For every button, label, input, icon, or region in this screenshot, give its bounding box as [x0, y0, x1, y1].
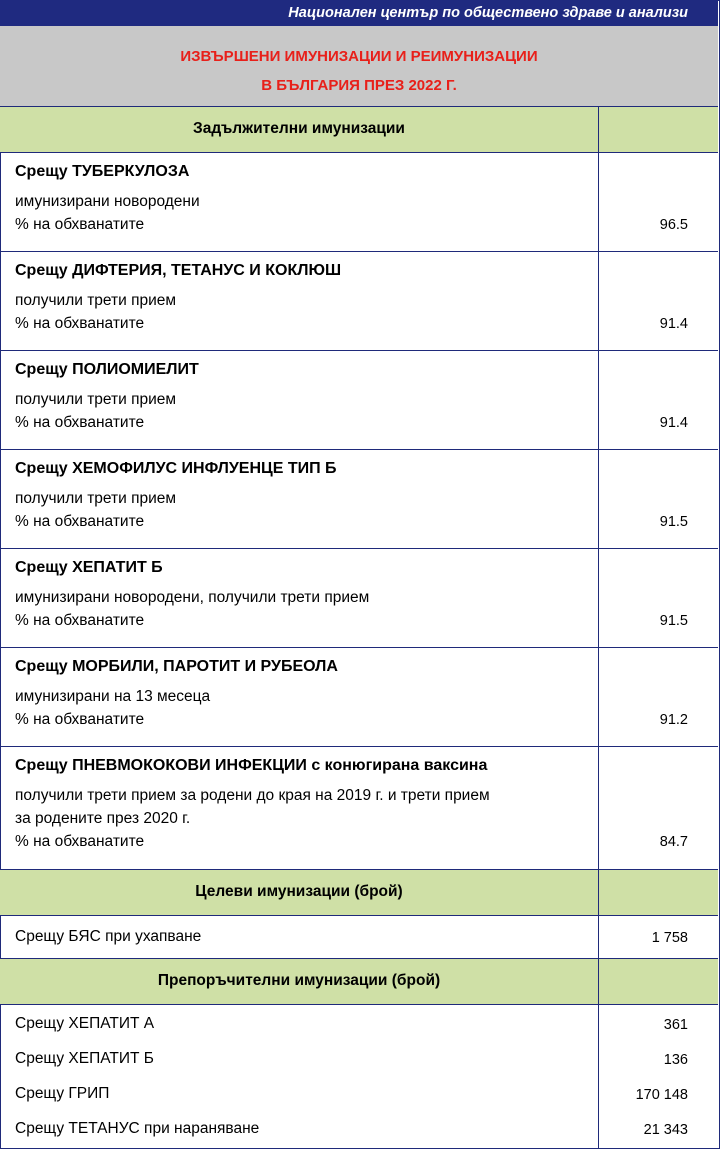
vaccine-unit: % на обхванатите — [15, 711, 145, 728]
table-row — [0, 747, 718, 870]
vaccine-description-continued: за родените през 2020 г. — [15, 810, 191, 827]
vaccine-description: получили трети прием — [15, 292, 177, 309]
count-value: 170 148 — [635, 1087, 688, 1103]
table-row — [0, 252, 718, 351]
vaccine-name: Срещу ТУБЕРКУЛОЗА — [15, 163, 190, 180]
coverage-value: 91.5 — [659, 613, 688, 629]
vaccine-unit: % на обхванатите — [15, 833, 145, 850]
table-row — [0, 351, 718, 450]
vaccine-description: имунизирани новородени — [15, 193, 200, 210]
section-header-mandatory — [0, 107, 718, 153]
section-title: Препоръчителни имунизации (брой) — [157, 972, 441, 989]
coverage-value: 91.4 — [659, 316, 688, 332]
vaccine-description: имунизирани на 13 месеца — [15, 688, 211, 705]
vaccine-name: Срещу БЯС при ухапване — [15, 928, 202, 945]
vaccine-name: Срещу ПНЕВМОКОКОВИ ИНФЕКЦИИ с конюгирана ваксина — [15, 757, 488, 774]
coverage-value: 91.2 — [659, 712, 688, 728]
vaccine-description: получили трети прием — [15, 490, 177, 507]
count-value: 1 758 — [651, 930, 688, 946]
vaccine-unit: % на обхванатите — [15, 612, 145, 629]
coverage-value: 96.5 — [659, 217, 688, 233]
section-title: Задължителни имунизации — [193, 120, 405, 137]
coverage-value: 91.4 — [659, 415, 688, 431]
report-title — [0, 26, 718, 107]
table-row — [0, 549, 718, 648]
coverage-value: 84.7 — [659, 834, 688, 850]
table-row — [0, 916, 718, 959]
vaccine-name: Срещу ХЕМОФИЛУС ИНФЛУЕНЦЕ ТИП Б — [15, 460, 337, 477]
table-row — [0, 450, 718, 549]
vaccine-unit: % на обхванатите — [15, 414, 145, 431]
vaccine-name: Срещу МОРБИЛИ, ПАРОТИТ И РУБЕОЛА — [15, 658, 338, 675]
title-line-1: ИЗВЪРШЕНИ ИМУНИЗАЦИИ И РЕИМУНИЗАЦИИ — [180, 48, 538, 65]
section-title: Целеви имунизации (брой) — [195, 883, 403, 900]
vaccine-name: Срещу ДИФТЕРИЯ, ТЕТАНУС И КОКЛЮШ — [15, 262, 342, 279]
recommended-block — [0, 1005, 718, 1149]
vaccine-name: Срещу ПОЛИОМИЕЛИТ — [15, 361, 199, 378]
vaccine-unit: % на обхванатите — [15, 315, 145, 332]
count-value: 361 — [663, 1017, 688, 1033]
vaccine-unit: % на обхванатите — [15, 216, 145, 233]
title-line-2: В БЪЛГАРИЯ ПРЕЗ 2022 Г. — [261, 77, 457, 94]
vaccine-name: Срещу ТЕТАНУС при нараняване — [15, 1120, 260, 1137]
vaccine-description: получили трети прием — [15, 391, 177, 408]
vaccine-name: Срещу ГРИП — [15, 1085, 110, 1102]
vaccine-name: Срещу ХЕПАТИТ Б — [15, 1050, 154, 1067]
section-header-recommended — [0, 959, 718, 1005]
count-value: 21 343 — [643, 1122, 688, 1138]
vaccine-description: имунизирани новородени, получили трети прием — [15, 589, 370, 606]
vaccine-unit: % на обхванатите — [15, 513, 145, 530]
coverage-value: 91.5 — [659, 514, 688, 530]
vaccine-name: Срещу ХЕПАТИТ А — [15, 1015, 155, 1032]
vaccine-description: получили трети прием за родени до края на 2019 г. и трети прием — [15, 787, 490, 804]
organization-banner: Национален център по обществено здраве и анализи — [0, 0, 718, 26]
section-header-targeted — [0, 870, 718, 916]
table-row — [0, 153, 718, 252]
table-row — [0, 648, 718, 747]
count-value: 136 — [663, 1052, 688, 1068]
vaccine-name: Срещу ХЕПАТИТ Б — [15, 559, 163, 576]
